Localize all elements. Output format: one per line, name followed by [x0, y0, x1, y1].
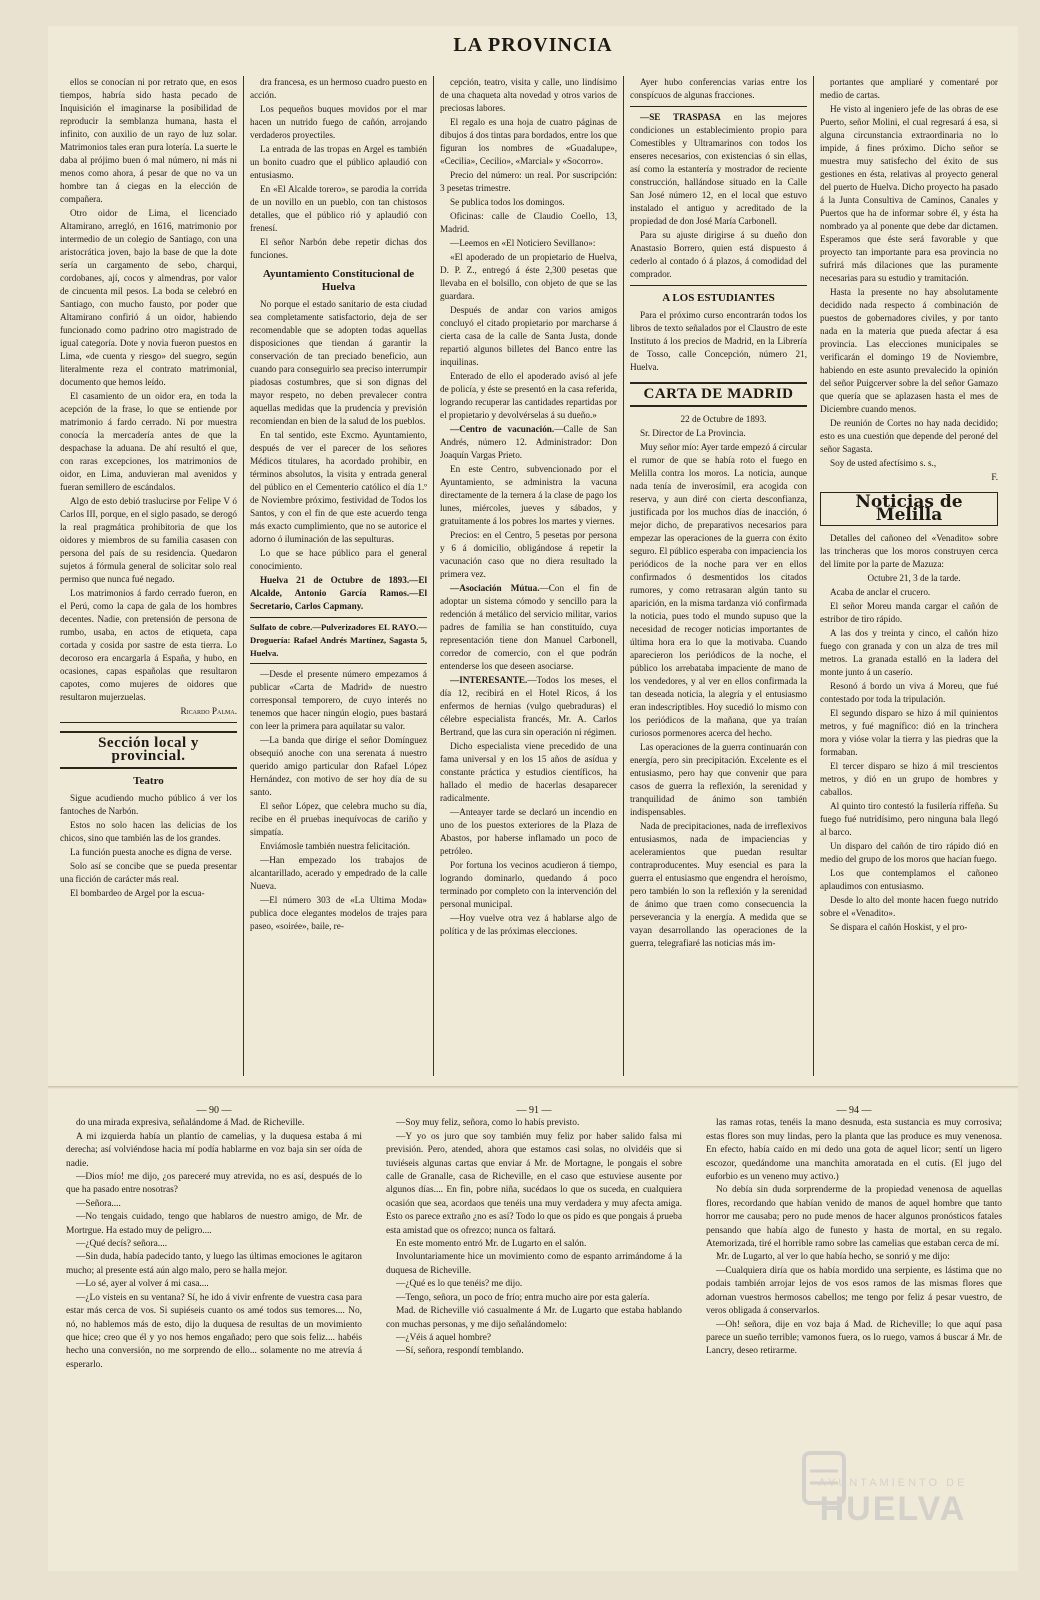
advertisement: Sulfato de cobre.—Pulverizadores EL RAYO.—Droguería: Rafael Andrés Martínez, Sagasta 5, Huelva.: [250, 617, 427, 664]
paragraph: El bombardeo de Argel por la escua-: [70, 888, 205, 898]
news-columns: [54, 76, 1016, 1076]
divider: [60, 722, 237, 723]
paragraph: El tercer disparo se hizo á mil trescientos metros, y dió en un grupo de hombres y caballos.: [820, 761, 998, 797]
dateline: Octubre 21, 3 de la tarde.: [867, 573, 961, 583]
paragraph: En «El Alcalde torero», se parodia la corrida de un novillo en un pueblo, con tan chistosos detalles, que el público rió y aplaudió con frenesí.: [250, 184, 427, 233]
paragraph: —Dios mío! me dijo, ¿os pareceré muy atrevida, no es así, después de lo que ha pasado entre nosotras?: [66, 1172, 362, 1196]
paragraph: En tal sentido, este Excmo. Ayuntamiento, después de ver el parecer de los señores Médicos titulares, ha acordado prohibir, en términos absolutos, la visita y entrada general del público en el Cementerio católico el día 1.º de Noviembre próximo, festividad de Todos los Santos, y con el fin de que este acuerdo tenga más exacto cumplimiento, que no se autorice el adorno ó iluminación de las sepulturas.: [250, 430, 427, 544]
paragraph: —¿Véis á aquel hombre?: [396, 1332, 492, 1343]
paragraph: —¿Qué es lo que tenéis? me dijo.: [396, 1279, 523, 1290]
paragraph: «El apoderado de un propietario de Huelva, D. P. Z., entregó á éste 2,300 pesetas que llevaba en el bolsillo, con objeto de que se las guardara.: [440, 252, 617, 301]
paragraph: Las operaciones de la guerra continuarán con energía, pero sin precipitación. Excelente es el entusiasmo, pero hay que convenir que para casos de guerra la reflexión, la serenidad y tranquilidad de ánimo son también indispensables.: [630, 742, 807, 817]
column-1: [54, 76, 244, 1076]
paragraph: Después de andar con varios amigos concluyó el citado propietario por marcharse á cierta casa de la calle de Santa Justa, donde repartió algunos billetes del Banco entre las inquilinas.: [440, 305, 617, 367]
paragraph: Muy señor mío: Ayer tarde empezó á circular el rumor de que se había roto el fuego en Melilla contra los moros. La noticia, aunque nada tenía de inverosímil, era acogida con reserva, y aun diré con cierta desconfianza, justificada por los muchos días de inacción, ó mejor dicho, de preparativos necesarios para empezar las operaciones de la guerra con éxito seguro. El público esperaba con impaciencia los periódicos de la noche para ver en ellos confirmados ó desmentidos los citados rumores, y como retrasaran algún tanto su aparición, en la misma tardanza vió confirmada la noticia, pues todo el mundo supuso que la necesidad de recoger noticias importantes de última hora era lo que la motivaba. Cuando aparecieron los periódicos de la noche, el público los arrebataba impaciente de mano de los vendedores, y al ver en ellos confirmada la tan deseada noticia, la alegría y el entusiasmo eran indescriptibles. Hoy sucedió lo mismo con los periódicos de la mañana, que ya traían curiosos pormenores acerca del hecho.: [630, 442, 807, 738]
paragraph: —El número 303 de «La Ultima Moda» publica doce elegantes modelos de trajes para paseo, «soirée», baile, re-: [250, 895, 427, 931]
paragraph: Oficinas: calle de Claudio Coello, 13, Madrid.: [440, 211, 617, 234]
masthead: LA PROVINCIA: [453, 34, 613, 56]
divider: [630, 285, 807, 286]
page-fold: [48, 1086, 1018, 1089]
paragraph: Sigue acudiendo mucho público á ver los fantoches de Narbón.: [60, 793, 237, 816]
paragraph: Nada de precipitaciones, nada de irreflexivos entusiasmos, nada de impaciencias y aceleramientos que puedan resultar contraproducentes. Muy esencial es para la guerra el entusiasmo que engendra el heroísmo, pero también lo son la reflexión y la serenidad de ánimo que traen como consecuencia la perseverancia y la energía. A medida que se vayan desarrollando las operaciones de la guerra, telegrafiaré las noticias más im-: [630, 821, 807, 948]
page-number: — 94 —: [836, 1105, 872, 1116]
paragraph: Se dispara el cañón Hoskist, y el pro-: [830, 922, 968, 932]
paragraph: Para su ajuste dirigirse á su dueño don Anastasio Borrero, quien está dispuesto á cederlo al contado ó á plazos, á comodidad del comprador.: [630, 230, 807, 279]
paragraph: Los que contemplamos el cañoneo aplaudimos con entusiasmo.: [820, 868, 998, 891]
paragraph: —No tengais cuidado, tengo que hablaros de nuestro amigo, de Mr. de Mortrgue. Ha estado muy de peligro....: [66, 1212, 362, 1236]
letter-salutation: Sr. Director de La Provincia.: [640, 428, 746, 438]
traspasa-heading: —SE TRASPASA: [640, 112, 721, 122]
paragraph: —Lo sé, ayer al volver á mi casa....: [76, 1279, 209, 1290]
text: en las mejores condiciones un establecimiento propio para Comestibles y Ultramarinos con todos los enseres necesarios, con existencias ó sin ellas, así como la estantería y mostrador de reciente construcción, hallándose situado en la Calle San José número 12, en el local que estuvo instalado el antiguo y acreditado de la propiedad de don José María Carbonell.: [630, 112, 808, 226]
watermark-subtitle: AYUNTAMIENTO DE: [818, 1477, 968, 1489]
paragraph: portantes que ampliaré y comentaré por medio de cartas.: [820, 77, 998, 100]
paragraph: De reunión de Cortes no hay nada decidido; esto es una cuestión que depende del peroné del señor Sagasta.: [820, 418, 998, 454]
paragraph: He visto al ingeniero jefe de las obras de ese Puerto, señor Molini, el cual regresará á esa, si alguna circunstancia extraordinaria no lo impide, á fines próximo. Dicho señor se muestra muy satisfecho del éxito de sus gestiones en ésta, relativas al proyecto general del puerto de Huelva. Dicho proyecto ha pasado á la Junta Consultiva de Caminos, Canales y Puertos que ha de informar sobre él, y ésta ha nombrado ya al ponente que debe dar dictamen. Esperamos que éste será favorable y que proyecto tan importante para esa provincia no sufrirá más dilaciones que las puramente necesarias para su estudio y tramitación.: [820, 104, 998, 283]
paragraph: [440, 582, 617, 673]
divider: [630, 106, 807, 107]
paragraph: —¿Qué decís? señora....: [76, 1239, 168, 1250]
paragraph: El casamiento de un oidor era, en toda la acepción de la frase, lo que se entiende por matrimonio á fardo cerrado. Ni por muestra conocía la mercadería antes de que la despachase la aduana. De ahí resultó el que, con raras excepciones, los matrimonios de oidor, en Lima, anduvieran mal avenidos y fueran semillero de escándalos.: [60, 391, 237, 492]
letter-date: 22 de Octubre de 1893.: [680, 414, 767, 424]
paragraph: La función puesta anoche es digna de verse.: [70, 847, 232, 857]
paragraph: [440, 423, 617, 462]
paragraph: En este momento entró Mr. de Lugarto en el salón.: [396, 1239, 587, 1250]
paragraph: No debía sin duda sorprenderme de la propiedad venenosa de aquellas flores, recordando que habían venido de manos de aquel hombre que tanto horror me causaba; pero no pude menos de hacer algunos pronósticos fatales pensando que había algo de funesto y hasta de mortal, en su regalo. Atemorizada, tiré el horrible ramo sobre las camelias que estaban cerca de mí.: [706, 1185, 1002, 1250]
paragraph: Un disparo del cañón de tiro rápido dió en medio del grupo de los moros que hacían fuego.: [820, 841, 998, 864]
paragraph: Resonó á bordo un viva á Moreu, que fué contestado por toda la tripulación.: [820, 681, 998, 704]
paragraph: —Soy muy feliz, señora, como lo habís previsto.: [396, 1118, 580, 1129]
newspaper-page: [48, 26, 1018, 1571]
author-signature: Ricardo Palma.: [180, 706, 237, 716]
page-number: — 91 —: [516, 1105, 552, 1116]
paragraph: Precio del número: un real. Por suscripción: 3 pesetas trimestre.: [440, 170, 617, 193]
section-title: Sección local y provincial.: [60, 731, 237, 769]
paragraph: —Oh! señora, dije en voz baja á Mad. de Richeville; lo que aquí pasa parece un sueño terrible; vamonos fuera, os lo ruego, vamos á buscar á Mr. de Lancry, deseo retirarme.: [706, 1319, 1002, 1357]
mutua-heading: —Asociación Mútua.: [450, 583, 540, 593]
watermark-title: HUELVA: [819, 1490, 967, 1528]
interesante-heading: —INTERESANTE.: [450, 675, 528, 685]
feuilleton-column-2: [374, 1104, 694, 1564]
paragraph: —Cualquiera diría que os había mordido una serpiente, es lástima que no podais también arrojar lejos de vos esos ramos de las mismas flores que adornan vuestros hermosos cabellos; me tengo por feliz á pesar vuestro, de veros obligada á conservarlos.: [706, 1265, 1002, 1317]
paragraph: En este Centro, subvencionado por el Ayuntamiento, se administra la vacuna directamente de la ternera á la clase de pago los lunes, miércoles, jueves y sábados, y gratuitamente á los pobres los martes y viernes.: [440, 464, 617, 526]
paragraph: El señor López, que celebra mucho su día, recibe en él pruebas inequívocas de cariño y simpatía.: [250, 801, 427, 837]
paragraph: Solo así se concibe que se pueda presentar una ficción de carácter más real.: [60, 861, 237, 884]
teatro-heading: Teatro: [133, 775, 164, 787]
paragraph: [440, 674, 617, 739]
feuilleton-column-1: [54, 1104, 374, 1564]
paragraph: Los matrimonios á fardo cerrado fueron, en el Perú, como la capa de gala de los hombres decentes. Nadie, con pretensión de persona de rumbo, usaba, en actos de etiqueta, capa cortada y cosida por sastre de esta tierra. Lo decoroso era encargarla á España, y hubo, en ocasiones, capas españolas que resultaron capotes, como mujeres de oidores que resultaron mujerzuelas.: [60, 588, 237, 702]
paragraph: Al quinto tiro contestó la fusilería riffeña. Su fuego fué nutridísimo, pero ninguna bala llegó al barco.: [820, 801, 998, 837]
paragraph: Mad. de Richeville vió casualmente á Mr. de Lugarto que estaba hablando con muchas personas, y me dijo señalándomelo:: [386, 1306, 682, 1330]
paragraph: —Sin duda, había padecido tanto, y luego las últimas emociones le agitaron mucho; al presente está aún algo malo, pero se halla mejor.: [66, 1252, 362, 1276]
column-2: [244, 76, 434, 1076]
paragraph: Enviámosle también nuestra felicitación.: [260, 841, 411, 851]
paragraph: El segundo disparo se hizo á mil quinientos metros, y fué magnífico: dió en la trinchera mora y vióse volar la tierra y las piedras que la formaban.: [820, 708, 998, 757]
melilla-heading: Noticias de Melilla: [820, 492, 998, 526]
paragraph: —¿Lo visteis en su ventana? Sí, he ido á vivir enfrente de vuestra casa para estar más cerca de vos. Si supiéseis cuanto os amé todos sus temores.... No, nó, no hablemos más de esto, dijo la duquesa de resultas de un movimiento que hice; creo que él y yo nos hemos engañado; pero que sois feliz.... habéis hecho una conversión, no me sorprendo de ello... solamente no me atrevía á esperarlo.: [66, 1292, 362, 1370]
estudiantes-heading: A LOS ESTUDIANTES: [662, 292, 775, 304]
paragraph: El regalo es una hoja de cuatro páginas de dibujos á dos tintas para bordados, entre los que figuran los nombres de «Guadalupe», «Cecilia», Cecilio», «Marcial» y «Socorro».: [440, 117, 617, 166]
paragraph: —Anteayer tarde se declaró un incendio en uno de los puestos exteriores de la Plaza de Abastos, por haberse inflamado un poco de petróleo.: [440, 807, 617, 856]
paragraph: Ayer hubo conferencias varias entre los conspícuos de algunas fracciones.: [630, 77, 807, 100]
paragraph: —Hoy vuelve otra vez á hablarse algo de política y de las próximas elecciones.: [440, 913, 617, 936]
paragraph: Los pequeños buques movidos por el mar hacen un nutrido fuego de cañón, arrojando verdaderos proyectiles.: [250, 104, 427, 140]
paragraph: No porque el estado sanitario de esta ciudad sea completamente satisfactorio, deja de ser recomendable que se adopten todas aquellas disposiciones que tiendan á garantir la conservación de tan preciado beneficio, aun cuando para conseguirlo sea preciso interrumpir piadosas costumbres, que si son dignas del mayor respeto, no deben prevalecer contra aquellas medidas que la prudencia y previsión recomiendan en bien de la salud de los pueblos.: [250, 299, 427, 426]
paragraph: do una mirada expresiva, señalándome á Mad. de Richeville.: [76, 1118, 305, 1129]
paragraph: —La banda que dirige el señor Domínguez obsequió anoche con una serenata á nuestro querido amigo particular don Rafael López Hernández, con motivo de ser hoy día de su santo.: [250, 735, 427, 797]
paragraph: —Han empezado los trabajos de alcantarillado, acerado y empedrado de la calle Nueva.: [250, 855, 427, 891]
paragraph: dra francesa, es un hermoso cuadro puesto en acción.: [250, 77, 427, 100]
paragraph: [630, 111, 807, 228]
paragraph: Hasta la presente no hay absolutamente decidido nada respecto á combinación de puestos de gobernadores civiles, y por tanto nada en la materia que pueda afectar á esa provincia. Las elecciones municipales se verificarán el domingo 19 de Noviembre, habiendo en este asunto prevalecido la opinión del señor Puigcerver sobre la del señor Gamazo que quería que se aplazasen hasta el mes de Diciembre cuando menos.: [820, 287, 998, 414]
page-number: — 90 —: [196, 1105, 232, 1116]
archive-watermark: [798, 1423, 988, 1543]
paragraph: A las dos y treinta y cinco, el cañón hizo fuego con granada y con un alza de tres mil metros. La granada estalló en la ladera del monte junto á un caserío.: [820, 628, 998, 677]
text: —Calle de San Andrés, número 12. Administrador: Don Joaquín Vargas Prieto.: [440, 424, 617, 460]
column-3: [434, 76, 624, 1076]
paragraph: Soy de usted afectísimo s. s.,: [830, 458, 937, 468]
text: —Con el fin de adoptar un sistema cómodo y sencillo para la redención á metálico del servicio militar, varios padres de familia se han constituído, cuya representación tiene don Manuel Carbonell, corredor de comercio, con el que podrán entenderse los que deseen asociarse.: [440, 583, 618, 671]
paragraph: Dicho especialista viene precedido de una fama universal y en los 15 años de asídua y constante práctica y estudios científicos, ha hallado el medio de hacerlas desaparecer radicalmente.: [440, 741, 617, 803]
paragraph: Por fortuna los vecinos acudieron á tiempo, logrando dominarlo, quedando á poco terminado por completo con la intervención del personal municipal.: [440, 860, 617, 909]
paragraph: Otro oidor de Lima, el licenciado Altamirano, arregló, en 1616, matrimonio por intermedio de un colegio de Santiago, con una aristocrática joven, bajo la base de que la dote sería un cargamento de sebo, charqui, cordobanes, ají, cocos y almendras, por valor de cincuenta mil pesos. La boda se celebró en Santiago, con mucho fausto, por poder que Altamirano confirió á un oidor, habiendo funcionado como padrino otro magistrado de igual categoría. Dote y novia fueron puestos en Lima, «de cuenta y riesgo» del suegro, según literalmente reza el contrato matrimonial, documento que hemos leído.: [60, 208, 237, 387]
paragraph: —Sí, señora, respondí temblando.: [396, 1346, 524, 1357]
letter-signature: F.: [991, 472, 998, 482]
paragraph: Involuntariamente hice un movimiento como de espanto arrimándome á la duquesa de Richeville.: [386, 1252, 682, 1276]
paragraph: Desde lo alto del monte hacen fuego nutrido sobre el «Venadito».: [820, 895, 998, 918]
column-5: [814, 76, 1004, 1076]
carta-de-madrid-heading: CARTA DE MADRID: [630, 382, 807, 407]
paragraph: —Tengo, señora, un poco de frío; entra mucho aire por esta galería.: [396, 1292, 650, 1303]
paragraph: El señor Moreu manda cargar el cañón de estribor de tiro rápido.: [820, 601, 998, 624]
paragraph: Algo de esto debió traslucirse por Felipe V ó Carlos III, porque, en el siglo pasado, se derogó la real pragmática prohibitoria de que los oidores y miembros de su familia casasen con persona del país de su residencia. Quedaron sujetos á fórmula general de solicitar solo real permiso que nunca fué negado.: [60, 496, 237, 584]
paragraph: —Y yo os juro que soy también muy feliz por haber salido falsa mi previsión. Pero, atended, ahora que estamos casi solas, no olvidéis que si tuviéseis algunas cartas que enviar á Mr. de Mortagne, le pongais el sobre calle de Granalle, casa de Richeville, en el caso que estuviese ausente por algunos días.... En fin, pobre niña, sucédaos lo que os suceda, en cualquiera ocasión que sea, acordaos que tenéis una muy verdadera y muy afecta amiga. Esto os parece extraño ¿no es así? Todo lo que os pido es que pongais á prueba esta amistad que os ofrezco; nunca os faltará.: [386, 1131, 682, 1236]
paragraph: Huelva 21 de Octubre de 1893.—El Alcalde, Antonio García Ramos.—El Secretario, Carlos Capmany.: [250, 575, 427, 611]
paragraph: Detalles del cañoneo del «Venadito» sobre las trincheras que los moros construyen cerca del límite por la parte de Mazuza:: [820, 533, 998, 569]
paragraph: La entrada de las tropas en Argel es también un bonito cuadro que el público aplaudió con entusiasmo.: [250, 144, 427, 180]
text: —Todos los meses, el día 12, recibirá en el Hotel Ricos, á los enfermos de hernias (vulgo quebraduras) el célebre especialista francés, Mr. A. Carlos Bertrand, que las cura sin operación ni régimen.: [440, 675, 617, 737]
paragraph: —Señora....: [76, 1198, 121, 1209]
paragraph: Precios: en el Centro, 5 pesetas por persona y 6 á domicilio, obligándose á repetir la vacunación caso que no diera resultado la primera vez.: [440, 530, 617, 579]
ayuntamiento-heading: Ayuntamiento Constitucional de Huelva: [262, 268, 415, 293]
vacunacion-heading: —Centro de vacunación.: [450, 424, 555, 434]
paragraph: las ramas rotas, tenéis la mano desnuda, esta sustancia es muy corrosiva; estas flores son muy lindas, pero la planta que las produce es muy venenosa. En efecto, había caído en mi dedo una gota de aquel licor; sentí un ligero escozor, quedándome una manchita amoratada en el cutis. (El jugo del euforbio es un veneno muy activo.): [706, 1118, 1002, 1183]
paragraph: Acaba de anclar el crucero.: [830, 587, 931, 597]
paragraph: Se publica todos los domingos.: [450, 197, 565, 207]
paragraph: Para el próximo curso encontrarán todos los libros de texto señalados por el Claustro de este Instituto á los precios de Madrid, en la Librería de Tosso, calle Concepción, número 21, Huelva.: [630, 310, 807, 372]
column-4: [624, 76, 814, 1076]
paragraph: El señor Narbón debe repetir dichas dos funciones.: [250, 237, 427, 260]
paragraph: —Desde el presente número empezamos á publicar «Carta de Madrid» de nuestro corresponsal temporero, de cuyo interés no tenemos que hacer ningún elogio, pues bastará con leer la primera para aquilatar su valor.: [250, 669, 427, 731]
paragraph: cepción, teatro, visita y calle, uno lindísimo de una chaqueta alta novedad y otros varios de preciosas labores.: [440, 77, 617, 113]
paragraph: Mr. de Lugarto, al ver lo que había hecho, se sonrió y me dijo:: [716, 1252, 950, 1263]
paragraph: ellos se conocían ni por retrato que, en esos tiempos, habría sido hasta pecado de Inquisición el imaginarse la posibilidad de reproducir la semblanza humana, hasta el infinito, con auxilio de un rayo de luz solar. Matrimonios tales eran pura lotería. La suerte le daba al prójimo buen ó mal número, ni más ni menos como ahora, á pesar de que no va un hombre tan á ciegas en la elección de compañera.: [60, 77, 237, 204]
paragraph: —Leemos en «El Noticiero Sevillano»:: [450, 238, 596, 248]
paragraph: A mi izquierda había un plantío de camelias, y la duquesa estaba á mi derecha; así volviéndose hacia mí podía hablarme en voz baja sin ser oída de nadie.: [66, 1131, 362, 1169]
paragraph: Estos no solo hacen las delicias de los chicos, sino que también las de los grandes.: [60, 820, 237, 843]
paragraph: Lo que se hace público para el general conocimiento.: [250, 548, 427, 571]
paragraph: Enterado de ello el apoderado avisó al jefe de policía, y éste se presentó en la casa referida, logrando recuperar las cantidades repartidas por el propietario y devolvérselas á su dueño.»: [440, 371, 617, 420]
